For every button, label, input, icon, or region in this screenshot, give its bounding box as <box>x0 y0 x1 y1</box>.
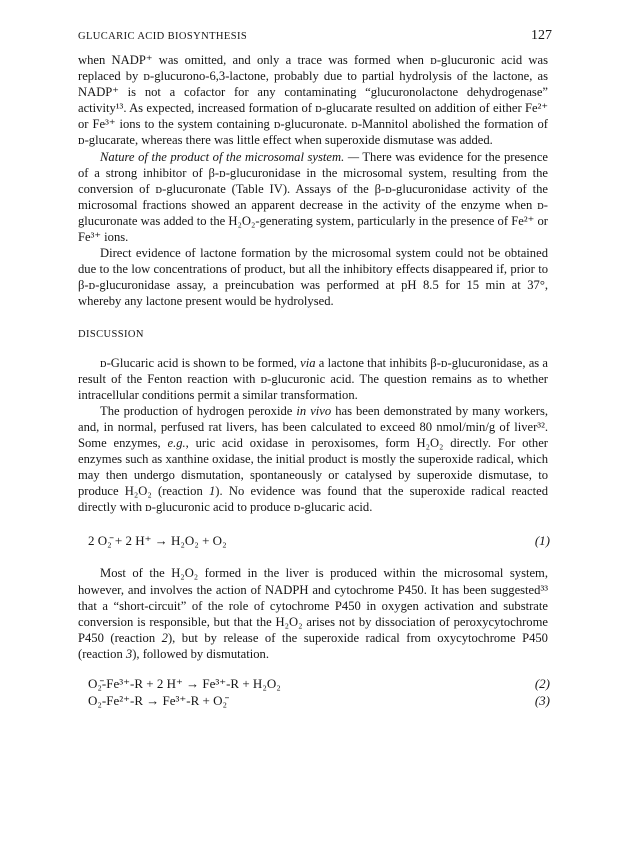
run-in-heading: Nature of the product of the microsomal system. — <box>100 149 360 164</box>
equation-number: (3) <box>534 693 550 708</box>
paragraph-text: There was evidence for the presence of a strong inhibitor of β-ᴅ-glucuronidase in the microsomal system, resulting from the conversion of ᴅ-glucuronate (Table IV). Assays of the β-ᴅ-glucuronidase activity of the microsomal fractions showed an apparent decrease in the activity of the enzyme when ᴅ-glucuronate was added to the H₂O₂-generating system, particularly in the presence of Fe²⁺ or Fe³⁺ ions. <box>78 149 548 245</box>
text-run: , uric acid oxidase in peroxisomes, form H₂O₂ directly. For other enzymes such as xanthine oxidase, the initial product is mostly the superoxide radical, which may then undergo dismutation, spontaneously or catalysed by superoxide dismutase, to produce H₂O₂ (reaction <box>78 435 548 499</box>
page <box>78 28 552 712</box>
equation-text: 2 O₂̄ + 2 H⁺ → H₂O₂ + O₂ <box>88 533 227 549</box>
italic-run: in vivo <box>296 403 332 418</box>
running-title: GLUCARIC ACID BIOSYNTHESIS <box>78 31 248 42</box>
italic-run: e.g. <box>167 435 186 450</box>
paragraph-discussion-1 <box>78 355 548 403</box>
italic-run: via <box>300 355 316 370</box>
text-run: ), but by release of the superoxide radical from oxycytochrome P450 (reaction <box>78 630 548 661</box>
equation-number: (1) <box>534 533 550 549</box>
section-heading-discussion: DISCUSSION <box>78 328 144 340</box>
equation-number: (2) <box>534 676 550 691</box>
paragraph-discussion-3 <box>78 565 548 662</box>
text-run: ), followed by dismutation. <box>132 646 269 661</box>
running-head <box>78 28 552 50</box>
equation-3 <box>78 693 548 710</box>
equations-2-3 <box>78 676 548 712</box>
paragraph-text: when NADP⁺ was omitted, and only a trace was formed when ᴅ-glucuronic acid was replaced by ᴅ-glucurono-6,3-lactone, probably due to partial hydrolysis of the lactone, as NADP⁺ is not a cofactor for any contaminating “glucuronolactone dehydrogenase” activity¹³. As expected, increased formation of ᴅ-glucarate resulted on addition of either Fe²⁺ or Fe³⁺ ions to the system containing ᴅ-glucuronate. ᴅ-Mannitol abolished the formation of ᴅ-glucarate, whereas there was little effect when superoxide dismutase was added. <box>78 53 548 148</box>
text-run: The production of hydrogen peroxide <box>100 403 297 418</box>
reaction-ref: 1 <box>209 484 216 499</box>
paragraph-discussion-2 <box>78 403 548 516</box>
paragraph-lactone-evidence <box>78 245 548 309</box>
equation-text: O₂̄-Fe³⁺-R + 2 H⁺ → Fe³⁺-R + H₂O₂ <box>88 676 281 691</box>
equation-1 <box>78 533 548 551</box>
text-run: ᴅ-Glucaric acid is shown to be formed, <box>100 355 301 370</box>
text-run: has been demonstrated by many workers, and, in normal, perfused rat livers, has been calculated to exceed 80 nmol/min/g of liver³². Some enzymes, <box>78 403 548 450</box>
text-run: a lactone that inhibits β-ᴅ-glucuronidase, as a result of the Fenton reaction with ᴅ-glucuronic acid. The question remains as to whether intracellular conditions permit a similar transformation. <box>78 355 549 402</box>
reaction-ref: 2 <box>161 630 168 645</box>
paragraph-continuation <box>78 52 548 149</box>
text-run: Most of the H₂O₂ formed in the liver is produced within the microsomal system, however, and involves the action of NADPH and cytochrome P450. It has been suggested³³ that a “short-circuit” of the role of cytochrome P450 in oxygen activation and substrate conversion is responsible, but that the H₂O₂ arises not by dissociation of peroxycytochrome P450 (reaction <box>78 566 548 645</box>
reaction-ref: 3 <box>125 646 133 661</box>
page-number: 127 <box>531 28 552 43</box>
text-run: ). No evidence was found that the superoxide radical reacted directly with ᴅ-glucuronic acid to produce ᴅ-glucaric acid. <box>78 484 549 515</box>
equation-2 <box>78 676 548 693</box>
paragraph-text: Direct evidence of lactone formation by the microsomal system could not be obtained due to the low concentrations of product, but all the inhibitory effects disappeared if, prior to β-ᴅ-glucuronidase assay, a preincubation was performed at pH 8.5 for 15 min at 37°, whereby any lactone present would be hydrolysed. <box>78 246 548 309</box>
paragraph-nature-of-product <box>78 149 548 246</box>
equation-text: O₂-Fe²⁺-R → Fe³⁺-R + O₂̄ <box>88 693 228 708</box>
